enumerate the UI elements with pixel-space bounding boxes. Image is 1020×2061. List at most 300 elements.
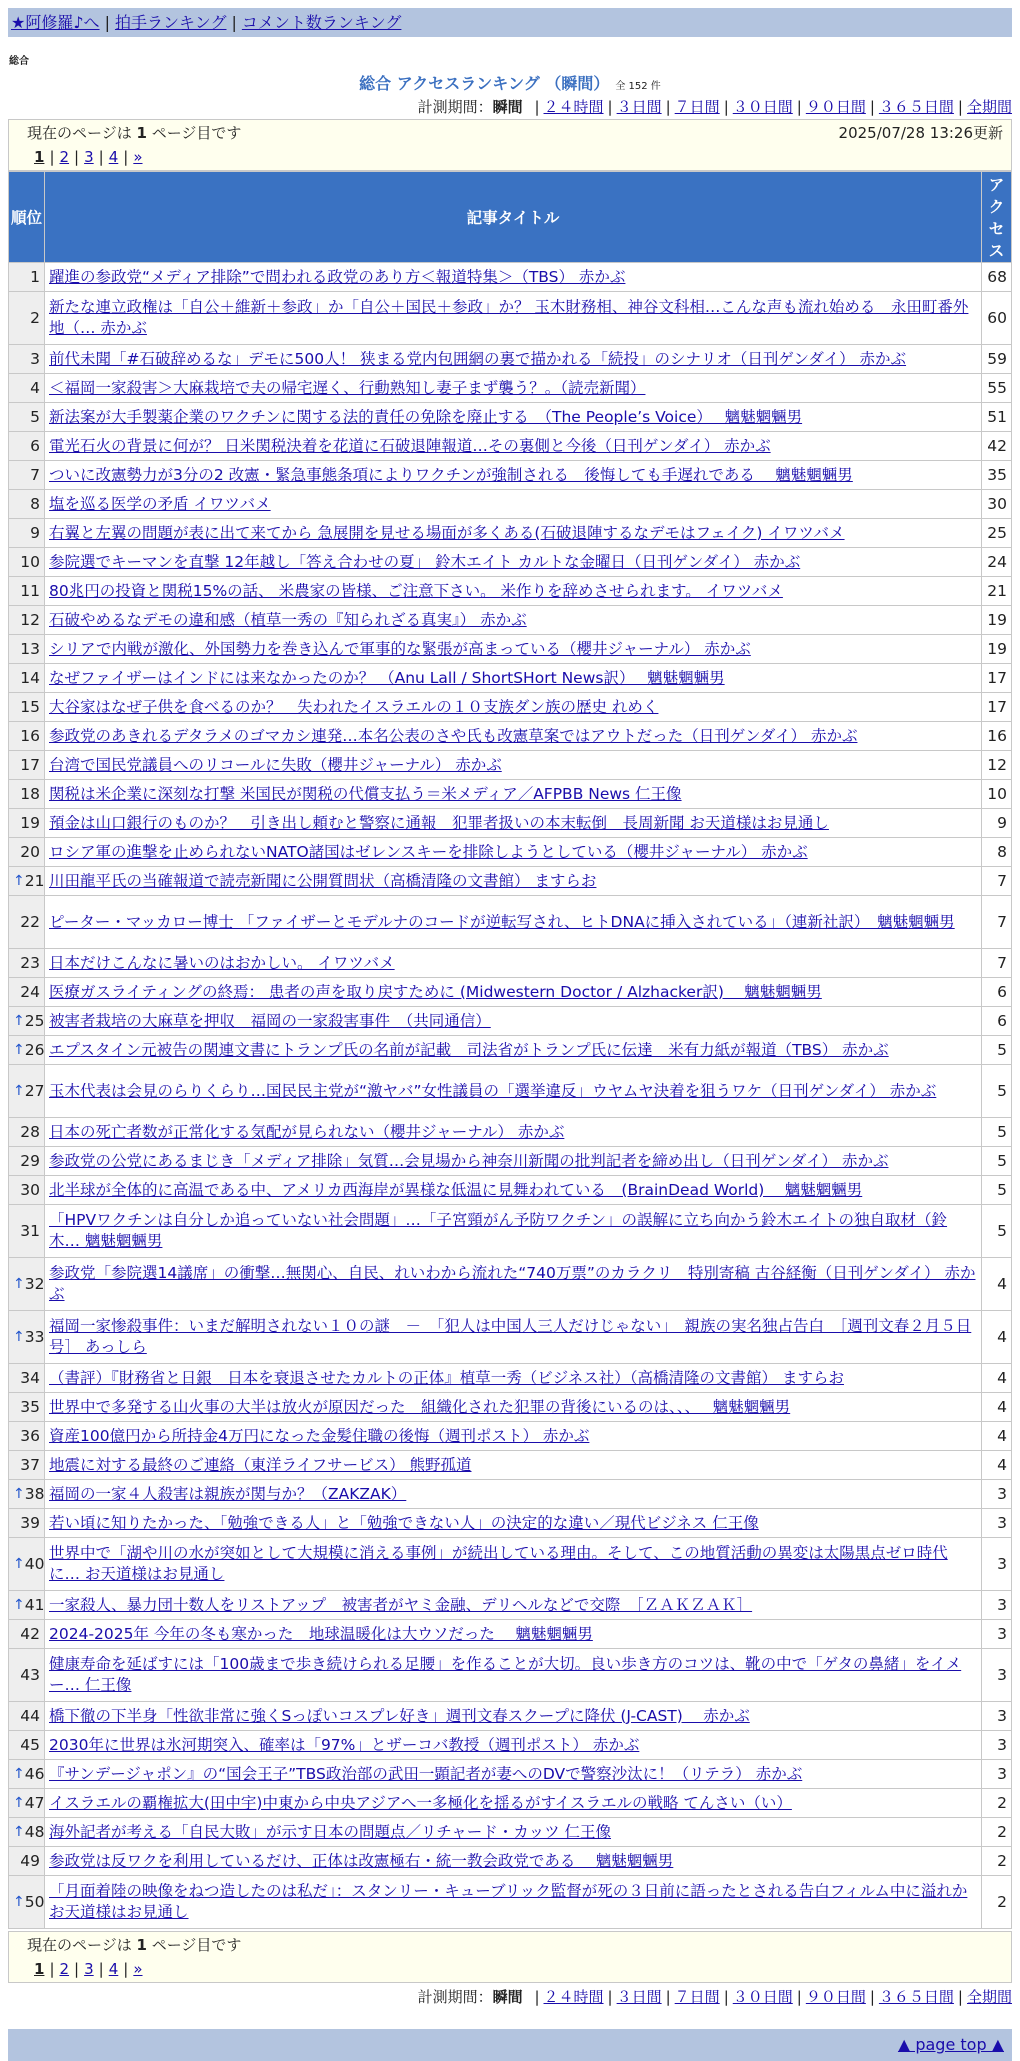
col-title-header: 記事タイトル	[45, 172, 982, 263]
rank-cell	[9, 1818, 45, 1847]
article-link[interactable]: 躍進の参政党“メディア排除”で問われる政党のあり方＜報道特集＞（TBS） 赤かぶ	[49, 267, 626, 286]
rank-number: 47	[24, 1793, 45, 1812]
table-row	[9, 978, 1012, 1007]
rank-up-arrow-icon: ↑	[13, 1082, 25, 1099]
rank-cell	[9, 548, 45, 577]
title-cell	[45, 1036, 982, 1065]
access-count: 17	[982, 693, 1012, 722]
article-link[interactable]: 北半球が全体的に高温である中、アメリカ西海岸が異様な低温に見舞われている (BrainDead World) 魑魅魍魎男	[49, 1180, 863, 1199]
comment-ranking-link[interactable]: コメント数ランキング	[241, 13, 402, 32]
page-separator: |	[123, 148, 129, 166]
period-separator: |	[723, 98, 729, 116]
table-row	[9, 606, 1012, 635]
rank-cell	[9, 751, 45, 780]
title-cell	[45, 1364, 982, 1393]
article-link[interactable]: 参院選でキーマンを直撃 12年越し「答え合わせの夏」 鈴木エイト カルトな金曜日（日刊ゲンダイ） 赤かぶ	[49, 552, 801, 571]
rank-cell	[9, 432, 45, 461]
title-cell	[45, 751, 982, 780]
rank-cell	[9, 345, 45, 374]
access-count: 3	[982, 1702, 1012, 1731]
title-cell	[45, 490, 982, 519]
article-link[interactable]: 参政党「参院選14議席」の衝撃…無関心、自民、れいわから流れた“740万票”のカラクリ 特別寄稿 古谷経衡（日刊ゲンダイ） 赤かぶ	[49, 1264, 976, 1303]
title-cell	[45, 1591, 982, 1620]
page-separator: |	[74, 1960, 80, 1978]
table-row	[9, 374, 1012, 403]
title-cell	[45, 432, 982, 461]
title-cell	[45, 263, 982, 292]
access-count: 19	[982, 635, 1012, 664]
rank-number: 43	[20, 1665, 40, 1684]
period-separator: |	[607, 1988, 613, 2006]
period-link[interactable]: ３６５日間	[878, 98, 954, 116]
rank-number: 49	[20, 1851, 40, 1870]
title-cell	[45, 606, 982, 635]
access-count: 24	[982, 548, 1012, 577]
article-link[interactable]: ロシア軍の進撃を止められないNATO諸国はゼレンスキーを排除しようとしている（櫻井ジャーナル） 赤かぶ	[49, 842, 808, 861]
current-page-text: 現在のページは 1 ページ目です	[27, 124, 242, 142]
article-link[interactable]: 新たな連立政権は「自公＋維新＋参政」か「自公＋国民＋参政」か？ 玉木財務相、神谷文科相…こんな声も流れ始める 永田町番外地（… 赤かぶ	[49, 298, 969, 337]
rank-up-arrow-icon: ↑	[13, 1765, 25, 1782]
article-link[interactable]: 日本だけこんなに暑いのはおかしい。 イワツバメ	[49, 953, 395, 972]
title-cell	[45, 1789, 982, 1818]
access-count: 42	[982, 432, 1012, 461]
period-links	[530, 98, 1012, 116]
clap-ranking-link[interactable]: 拍手ランキング	[114, 13, 227, 32]
title-cell	[45, 978, 982, 1007]
rank-cell	[9, 1538, 45, 1591]
rank-cell	[9, 1847, 45, 1876]
article-link[interactable]: ついに改憲勢力が3分の2 改憲・緊急事態条項によりワクチンが強制される 後悔しても手遅れである 魑魅魍魎男	[49, 465, 853, 484]
access-count: 3	[982, 1649, 1012, 1702]
rank-up-arrow-icon: ↑	[13, 1596, 25, 1613]
page-links	[27, 1957, 1003, 1981]
period-link[interactable]: 全期間	[966, 1988, 1012, 2006]
access-count: 35	[982, 461, 1012, 490]
article-link[interactable]: 電光石火の背景に何が？ 日米関税決着を花道に石破退陣報道…その裏側と今後（日刊ゲンダイ） 赤かぶ	[49, 436, 771, 455]
page-link[interactable]: 3	[84, 1960, 94, 1978]
rank-cell	[9, 490, 45, 519]
page-separator: |	[98, 1960, 104, 1978]
access-count: 3	[982, 1760, 1012, 1789]
rank-cell	[9, 635, 45, 664]
access-count: 3	[982, 1509, 1012, 1538]
title-cell	[45, 1422, 982, 1451]
rank-number: 16	[20, 726, 40, 745]
table-row	[9, 1509, 1012, 1538]
rank-cell	[9, 722, 45, 751]
category-label: 総合	[9, 56, 29, 67]
rank-number: 38	[24, 1484, 45, 1503]
rank-number: 6	[30, 436, 40, 455]
table-row	[9, 577, 1012, 606]
article-link[interactable]: 新法案が大手製薬企業のワクチンに関する法的責任の免除を廃止する （The People’s Voice） 魑魅魍魎男	[49, 407, 803, 426]
period-link[interactable]: ９０日間	[805, 98, 866, 116]
period-separator: |	[957, 98, 963, 116]
rank-up-arrow-icon: ↑	[13, 872, 25, 889]
table-row	[9, 1731, 1012, 1760]
period-link[interactable]: ３０日間	[732, 1988, 793, 2006]
access-count: 10	[982, 780, 1012, 809]
table-row	[9, 432, 1012, 461]
rank-number: 14	[20, 668, 40, 687]
table-row	[9, 1393, 1012, 1422]
table-row	[9, 1205, 1012, 1258]
table-row	[9, 1538, 1012, 1591]
table-row	[9, 1147, 1012, 1176]
article-link[interactable]: 橋下徹の下半身「性欲非常に強くSっぽいコスプレ好き」週刊文春スクープに降伏 (J-CAST) 赤かぶ	[49, 1706, 750, 1725]
rank-number: 30	[20, 1180, 40, 1199]
title-cell	[45, 1818, 982, 1847]
article-link[interactable]: 福岡一家惨殺事件：いまだ解明されない１０の謎 － 「犯人は中国人三人だけじゃない」 親族の実名独占告白 ［週刊文春２月５日号］ あっしら	[49, 1317, 972, 1356]
access-count: 6	[982, 1007, 1012, 1036]
rank-up-arrow-icon: ↑	[13, 1485, 25, 1502]
rank-cell	[9, 374, 45, 403]
rank-up-arrow-icon: ↑	[13, 1275, 25, 1292]
rank-up-arrow-icon: ↑	[13, 1328, 25, 1345]
title-cell	[45, 1258, 982, 1311]
access-count: 7	[982, 896, 1012, 949]
table-row	[9, 1847, 1012, 1876]
article-link[interactable]: 塩を巡る医学の矛盾 イワツバメ	[49, 494, 271, 513]
article-link[interactable]: 参政党は反ワクを利用しているだけ、正体は改憲極右・統一教会政党である 魑魅魍魎男	[49, 1851, 674, 1870]
access-count: 68	[982, 263, 1012, 292]
period-separator: |	[607, 98, 613, 116]
access-count: 17	[982, 664, 1012, 693]
rank-cell	[9, 867, 45, 896]
article-link[interactable]: 2030年に世界は氷河期突入、確率は「97%」とザーコバ教授（週刊ポスト） 赤かぶ	[49, 1735, 640, 1754]
article-link[interactable]: 医療ガスライティングの終焉： 患者の声を取り戻すために (Midwestern Doctor / Alzhacker訳) 魑魅魍魎男	[49, 982, 822, 1001]
table-row	[9, 403, 1012, 432]
period-separator: |	[665, 98, 671, 116]
access-count: 5	[982, 1065, 1012, 1118]
rank-number: 9	[30, 523, 40, 542]
article-link[interactable]: 川田龍平氏の当確報道で読売新聞に公開質問状（高橋清隆の文書館） ますらお	[49, 871, 597, 890]
article-link[interactable]: 「HPVワクチンは自分しか追っていない社会問題」…「子宮頸がん予防ワクチン」の誤解に立ち向かう鈴木エイトの独自取材（鈴木… 魑魅魍魎男	[49, 1211, 948, 1250]
page-separator: |	[123, 1960, 129, 1978]
period-current: 瞬間	[492, 1988, 523, 2006]
rank-number: 4	[30, 378, 40, 397]
rank-number: 50	[24, 1892, 45, 1911]
title-cell	[45, 1007, 982, 1036]
title-cell	[45, 1702, 982, 1731]
access-count: 7	[982, 867, 1012, 896]
access-count: 19	[982, 606, 1012, 635]
next-page-link[interactable]: »	[133, 148, 143, 166]
page-link[interactable]: 4	[108, 148, 119, 166]
table-row	[9, 949, 1012, 978]
period-link[interactable]: ３日間	[616, 1988, 662, 2006]
page-separator: |	[49, 1960, 55, 1978]
rank-cell	[9, 1311, 45, 1364]
page-top-link[interactable]: ▲ page top ▲	[897, 2035, 1004, 2054]
table-row	[9, 1818, 1012, 1847]
article-link[interactable]: 世界中で多発する山火事の大半は放火が原因だった 組織化された犯罪の背後にいるのは、、、 魑魅魍魎男	[49, 1397, 791, 1416]
next-page-link[interactable]: »	[133, 1960, 143, 1978]
rank-number: 12	[20, 610, 40, 629]
table-row	[9, 1876, 1012, 1929]
access-count: 3	[982, 1538, 1012, 1591]
rank-cell	[9, 577, 45, 606]
table-row	[9, 1451, 1012, 1480]
access-count: 4	[982, 1393, 1012, 1422]
article-link[interactable]: 「月面着陸の映像をねつ造したのは私だ」：スタンリー・キューブリック監督が死の３日前に語ったとされる告白フィルム中に溢れか お天道様はお見通し	[49, 1882, 968, 1921]
rank-cell	[9, 978, 45, 1007]
period-link[interactable]: 全期間	[966, 98, 1012, 116]
rank-number: 8	[30, 494, 40, 513]
article-link[interactable]: 健康寿命を延ばすには「100歳まで歩き続けられる足腰」を作ることが大切。良い歩き方のコツは、靴の中で「ゲタの鼻緒」をイメー… 仁王像	[49, 1655, 962, 1694]
title-cell	[45, 1065, 982, 1118]
access-count: 12	[982, 751, 1012, 780]
table-row	[9, 1258, 1012, 1311]
article-link[interactable]: 玉木代表は会見のらりくらり…国民民主党が“激ヤバ”女性議員の「選挙違反」ウヤムヤ決着を狙うワケ（日刊ゲンダイ） 赤かぶ	[49, 1081, 937, 1100]
title-cell	[45, 1118, 982, 1147]
table-row	[9, 1480, 1012, 1509]
article-link[interactable]: なぜファイザーはインドには来なかったのか？ （Anu Lall / ShortSHort News訳） 魑魅魍魎男	[49, 668, 725, 687]
rank-cell	[9, 780, 45, 809]
rank-number: 24	[20, 982, 40, 1001]
table-row	[9, 1036, 1012, 1065]
access-count: 21	[982, 577, 1012, 606]
access-count: 7	[982, 949, 1012, 978]
rank-cell	[9, 1509, 45, 1538]
access-count: 2	[982, 1876, 1012, 1929]
period-link[interactable]: ７日間	[674, 98, 720, 116]
title-cell	[45, 1649, 982, 1702]
title-cell	[45, 1847, 982, 1876]
pager-top	[8, 119, 1012, 171]
article-link[interactable]: （書評）『財務省と日銀 日本を衰退させたカルトの正体』植草一秀（ビジネス社）（高橋清隆の文書館） ますらお	[49, 1368, 844, 1387]
rank-number: 39	[20, 1513, 40, 1532]
access-count: 5	[982, 1147, 1012, 1176]
rank-number: 40	[24, 1554, 45, 1573]
article-link[interactable]: 参政党の公党にあるまじき「メディア排除」気質…会見場から神奈川新聞の批判記者を締め出し（日刊ゲンダイ） 赤かぶ	[49, 1151, 889, 1170]
title-cell	[45, 1620, 982, 1649]
title-cell	[45, 1176, 982, 1205]
table-row	[9, 809, 1012, 838]
article-link[interactable]: 80兆円の投資と関税15%の話、 米農家の皆様、ご注意下さい。 米作りを辞めさせられます。 イワツバメ	[49, 581, 783, 600]
rank-cell	[9, 263, 45, 292]
table-row	[9, 1311, 1012, 1364]
access-count: 3	[982, 1480, 1012, 1509]
pager-bottom	[8, 1931, 1012, 1983]
article-link[interactable]: エプスタイン元被告の関連文書にトランプ氏の名前が記載 司法省がトランプ氏に伝達 米有力紙が報道（TBS） 赤かぶ	[49, 1040, 889, 1059]
col-access-header: アクセス	[982, 172, 1012, 263]
period-separator: |	[957, 1988, 963, 2006]
rank-number: 27	[24, 1081, 45, 1100]
table-row	[9, 1065, 1012, 1118]
article-link[interactable]: 被害者栽培の大麻草を押収 福岡の一家殺害事件 （共同通信）	[49, 1011, 491, 1030]
title-cell	[45, 1538, 982, 1591]
rank-cell	[9, 1364, 45, 1393]
rank-cell	[9, 519, 45, 548]
page-link[interactable]: 2	[59, 148, 70, 166]
rank-number: 19	[20, 813, 40, 832]
article-link[interactable]: 大谷家はなぜ子供を食べるのか？ 失われたイスラエルの１０支族ダン族の歴史 れめく	[49, 697, 659, 716]
rank-cell	[9, 949, 45, 978]
period-separator: |	[869, 98, 875, 116]
access-count: 9	[982, 809, 1012, 838]
rank-number: 35	[20, 1397, 40, 1416]
rank-cell	[9, 1065, 45, 1118]
rank-number: 32	[24, 1274, 45, 1293]
period-link[interactable]: ２４時間	[543, 98, 604, 116]
period-separator: |	[796, 1988, 802, 2006]
table-row	[9, 1649, 1012, 1702]
rank-cell	[9, 1789, 45, 1818]
access-count: 16	[982, 722, 1012, 751]
page-title: 総合 アクセスランキング （瞬間）	[359, 74, 610, 93]
period-link[interactable]: ３６５日間	[878, 1988, 954, 2006]
rank-up-arrow-icon: ↑	[13, 1041, 25, 1058]
period-separator: |	[534, 1988, 540, 2006]
period-link[interactable]: ３日間	[616, 98, 662, 116]
rank-up-arrow-icon: ↑	[13, 1012, 25, 1029]
title-cell	[45, 292, 982, 345]
access-count: 4	[982, 1364, 1012, 1393]
table-row	[9, 1620, 1012, 1649]
access-count: 30	[982, 490, 1012, 519]
article-link[interactable]: 海外記者が考える「自民大敗」が示す日本の問題点／リチャード・カッツ 仁王像	[49, 1822, 611, 1841]
rank-number: 18	[20, 784, 40, 803]
current-page-text: 現在のページは 1 ページ目です	[27, 1936, 242, 1954]
access-count: 3	[982, 1620, 1012, 1649]
title-cell	[45, 374, 982, 403]
article-link[interactable]: ＜福岡一家殺害＞大麻栽培で夫の帰宅遅く、行動熟知し妻子まず襲う？。（読売新聞）	[49, 378, 646, 397]
access-count: 3	[982, 1731, 1012, 1760]
table-row	[9, 1176, 1012, 1205]
title-cell	[45, 1451, 982, 1480]
access-count: 2	[982, 1818, 1012, 1847]
article-link[interactable]: 日本の死亡者数が正常化する気配が見られない（櫻井ジャーナル） 赤かぶ	[49, 1122, 565, 1141]
article-link[interactable]: 台湾で国民党議員へのリコールに失敗（櫻井ジャーナル） 赤かぶ	[49, 755, 502, 774]
rank-number: 3	[30, 349, 40, 368]
table-row	[9, 1118, 1012, 1147]
nav-separator: |	[231, 13, 237, 32]
title-cell	[45, 867, 982, 896]
article-link[interactable]: 2024-2025年 今年の冬も寒かった 地球温暖化は大ウソだった 魑魅魍魎男	[49, 1624, 593, 1643]
table-row	[9, 1422, 1012, 1451]
period-link[interactable]: ９０日間	[805, 1988, 866, 2006]
title-cell	[45, 1205, 982, 1258]
rank-cell	[9, 1451, 45, 1480]
table-row	[9, 664, 1012, 693]
article-link[interactable]: 福岡の一家４人殺害は親族が関与か？（ZAKZAK）	[49, 1484, 407, 1503]
title-cell	[45, 461, 982, 490]
title-cell	[45, 548, 982, 577]
title-cell	[45, 1147, 982, 1176]
rank-number: 11	[20, 581, 40, 600]
article-link[interactable]: 石破やめるなデモの違和感（植草一秀の『知られざる真実』） 赤かぶ	[49, 610, 527, 629]
table-row	[9, 1789, 1012, 1818]
page-link[interactable]: 3	[84, 148, 94, 166]
article-link[interactable]: ピーター・マッカロー博士 「ファイザーとモデルナのコードが逆転写され、ヒトDNAに挿入されている」（連新社訳） 魑魅魍魎男	[49, 912, 955, 931]
table-row	[9, 548, 1012, 577]
page-separator: |	[74, 148, 80, 166]
top-nav-bar	[8, 8, 1012, 37]
rank-cell	[9, 606, 45, 635]
period-link[interactable]: ３０日間	[732, 98, 793, 116]
article-link[interactable]: 資産100億円から所持金4万円になった金髪住職の後悔（週刊ポスト） 赤かぶ	[49, 1426, 590, 1445]
item-count: 全 152 件	[615, 81, 661, 92]
rank-cell	[9, 1731, 45, 1760]
article-link[interactable]: シリアで内戦が激化、外国勢力を巻き込んで軍事的な緊張が高まっている（櫻井ジャーナル） 赤かぶ	[49, 639, 751, 658]
page-separator: |	[49, 148, 55, 166]
ranking-table	[8, 171, 1012, 1929]
table-row	[9, 292, 1012, 345]
rank-number: 31	[20, 1221, 40, 1240]
rank-cell	[9, 1393, 45, 1422]
period-selector-bottom	[0, 1985, 1012, 2009]
rank-cell	[9, 1205, 45, 1258]
article-link[interactable]: 関税は米企業に深刻な打撃 米国民が関税の代償支払う＝米メディア／AFPBB News 仁王像	[49, 784, 682, 803]
access-count: 5	[982, 1118, 1012, 1147]
access-count: 8	[982, 838, 1012, 867]
table-row	[9, 263, 1012, 292]
period-link[interactable]: ２４時間	[543, 1988, 604, 2006]
page-links	[27, 145, 1003, 169]
title-cell	[45, 577, 982, 606]
rank-number: 48	[24, 1822, 45, 1841]
period-current: 瞬間	[492, 98, 523, 116]
title-cell	[45, 345, 982, 374]
rank-cell	[9, 292, 45, 345]
rank-number: 26	[24, 1040, 45, 1059]
article-link[interactable]: 参政党のあきれるデタラメのゴマカシ連発…本名公表のさや氏も改憲草案ではアウトだった（日刊ゲンダイ） 赤かぶ	[49, 726, 858, 745]
updated-timestamp: 2025/07/28 13:26更新	[838, 124, 1003, 142]
rank-up-arrow-icon: ↑	[13, 1555, 25, 1572]
title-cell	[45, 693, 982, 722]
rank-cell	[9, 1760, 45, 1789]
access-count: 25	[982, 519, 1012, 548]
access-count: 5	[982, 1176, 1012, 1205]
article-link[interactable]: 『サンデージャポン』の“国会王子”TBS政治部の武田一顕記者が妻へのDVで警察沙汰に！（リテラ） 赤かぶ	[49, 1764, 803, 1783]
rank-cell	[9, 1702, 45, 1731]
title-cell	[45, 722, 982, 751]
table-row	[9, 1591, 1012, 1620]
rank-number: 42	[20, 1624, 40, 1643]
table-row	[9, 1702, 1012, 1731]
period-link[interactable]: ７日間	[674, 1988, 720, 2006]
article-link[interactable]: 地震に対する最終のご連絡（東洋ライフサービス） 熊野孤道	[49, 1455, 472, 1474]
access-count: 5	[982, 1036, 1012, 1065]
article-link[interactable]: 若い頃に知りたかった、「勉強できる人」と「勉強できない人」の決定的な違い／現代ビジネス 仁王像	[49, 1513, 759, 1532]
article-link[interactable]: イスラエルの覇権拡大(田中宇)中東から中央アジアへ一多極化を揺るがすイスラエルの戦略 てんさい（い）	[49, 1793, 792, 1812]
article-link[interactable]: 世界中で「湖や川の水が突如として大規模に消える事例」が続出している理由。そして、この地質活動の異変は太陽黒点ゼロ時代に… お天道様はお見通し	[49, 1544, 948, 1583]
period-separator: |	[665, 1988, 671, 2006]
page-link[interactable]: 4	[108, 1960, 119, 1978]
rank-cell	[9, 1591, 45, 1620]
rank-cell	[9, 461, 45, 490]
rank-number: 28	[20, 1122, 40, 1141]
period-separator: |	[534, 98, 540, 116]
article-link[interactable]: 前代未聞「#石破辞めるな」デモに500人！ 狭まる党内包囲網の裏で描かれる「続投」のシナリオ（日刊ゲンダイ） 赤かぶ	[49, 349, 907, 368]
home-link[interactable]: ★阿修羅♪へ	[11, 13, 100, 32]
title-cell	[45, 896, 982, 949]
table-row	[9, 1364, 1012, 1393]
current-page-number: 1	[34, 1960, 45, 1978]
access-count: 55	[982, 374, 1012, 403]
page-link[interactable]: 2	[59, 1960, 70, 1978]
article-link[interactable]: 右翼と左翼の問題が表に出て来てから 急展開を見せる場面が多くある(石破退陣するなデモはフェイク) イワツバメ	[49, 523, 845, 542]
page-separator: |	[98, 148, 104, 166]
article-link[interactable]: 預金は山口銀行のものか？ 引き出し頼むと警察に通報 犯罪者扱いの本末転倒 長周新聞 お天道様はお見通し	[49, 813, 829, 832]
title-cell	[45, 1731, 982, 1760]
rank-cell	[9, 1649, 45, 1702]
rank-cell	[9, 1876, 45, 1929]
col-rank-header: 順位	[9, 172, 45, 263]
article-link[interactable]: 一家殺人、暴力団十数人をリストアップ 被害者がヤミ金融、デリヘルなどで交際 ［ＺＡＫＺＡＫ］	[49, 1595, 753, 1614]
table-row	[9, 461, 1012, 490]
